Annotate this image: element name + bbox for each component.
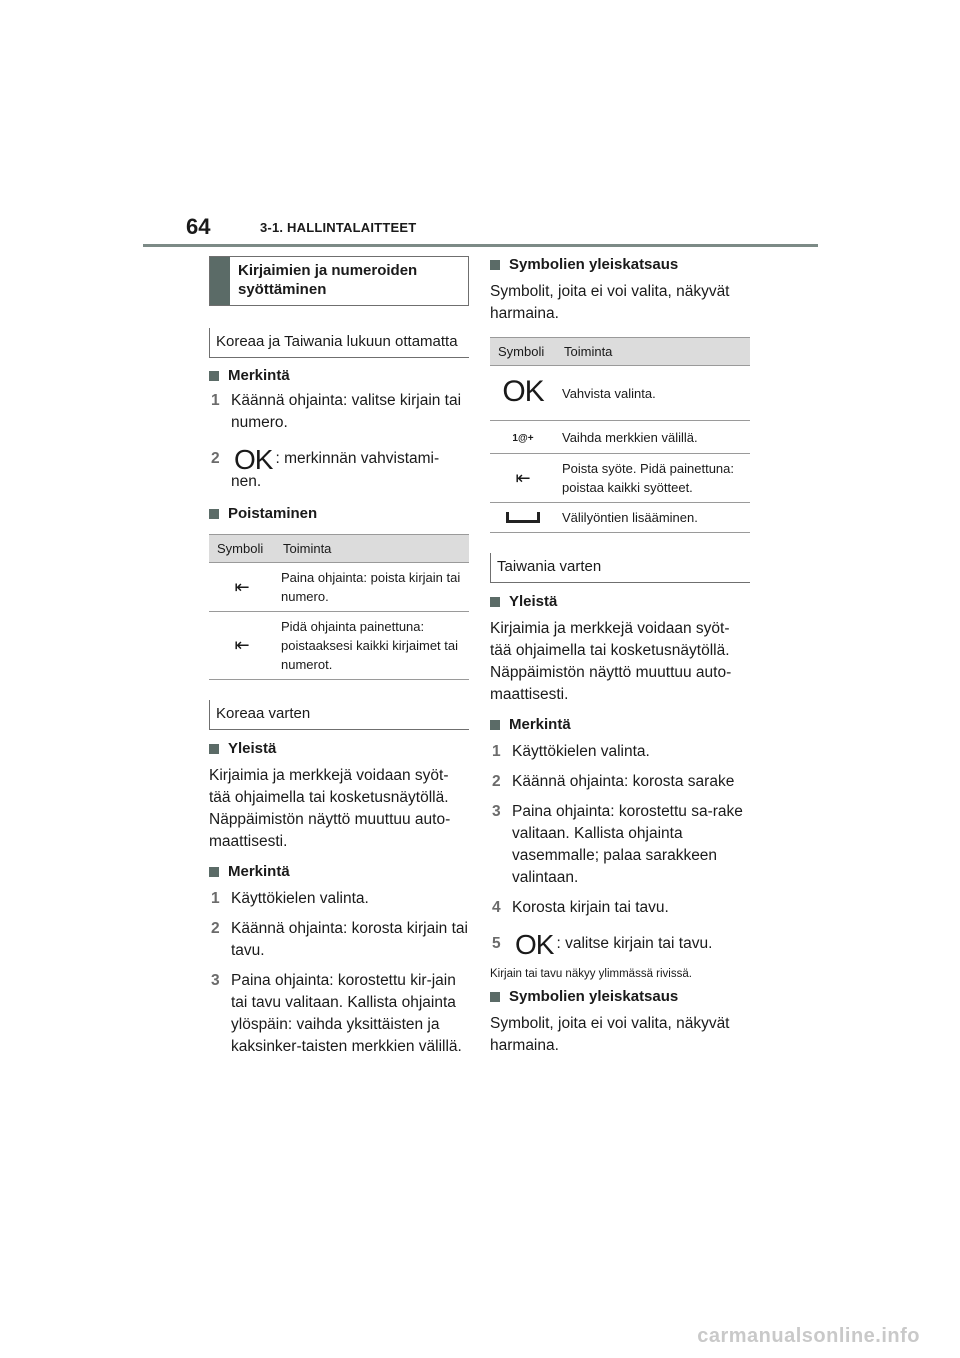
symbolien-text: Symbolit, joita ei voi valita, näkyvät harmaina. [490,283,730,322]
yleista-heading: Yleistä [209,740,469,757]
table-row: ⇤ Poista syöte. Pidä painettuna: poistaa kaikki syötteet. [490,454,750,503]
step-item: 1 Käännä ohjainta: valitse kirjain tai numero. [211,392,462,431]
step-item: 1 Käyttökielen valinta. [492,743,650,760]
symbolien-text-2: Symbolit, joita ei voi valita, näkyvät harmaina. [490,1015,730,1054]
symbolien-heading-2: Symbolien yleiskatsaus [490,988,750,1005]
footer-watermark: carmanualsonline.info [697,1325,920,1347]
table-row: ⇤ Paina ohjainta: poista kirjain tai numero. [209,563,469,612]
poistaminen-heading: Poistaminen [209,505,469,522]
step-item: 2 Käännä ohjainta: korosta kirjain tai tavu. [211,920,468,959]
step-item: 5 OK : valitse kirjain tai tavu. [492,929,713,960]
backspace-icon: ⇤ [234,635,250,655]
table-row: Välilyöntien lisääminen. [490,503,750,533]
table-row: OK Vahvista valinta. [490,366,750,421]
ok-icon: OK [502,374,544,408]
step-item: 4 Korosta kirjain tai tavu. [492,899,669,916]
step-item: 2 Käännä ohjainta: korosta sarake [492,773,735,790]
delete-symbol-table [209,534,469,680]
page-number: 64 [186,214,211,239]
table-header-row [490,338,750,366]
square-bullet-icon [209,509,219,519]
header-divider [143,244,818,247]
square-bullet-icon [490,260,500,270]
taiwan-box: Taiwania varten [490,553,750,583]
step-item: 3 Paina ohjainta: korostettu sa-rake valitaan. Kallista ohjainta vasemmalle; palaa sarakkeen valintaan. [492,803,743,886]
korea-box: Koreaa varten [209,700,469,730]
backspace-icon: ⇤ [515,467,531,488]
left-column [209,256,469,1058]
right-column [490,256,750,1057]
merkinta-heading: Merkintä [209,367,469,384]
table-row: ⇤ Pidä ohjainta painettuna: poistaaksesi kaikki kirjaimet tai numerot. [209,612,469,680]
yleista-text: Kirjaimia ja merkkejä voidaan syöt-tää ohjaimella tai kosketusnäytöllä. Näppäimistön näyttö muuttuu auto-maattisesti. [209,767,451,850]
backspace-icon: ⇤ [234,576,250,597]
step-item: 2 OK : merkinnän vahvistami-nen. [211,444,440,490]
space-icon [506,512,540,523]
note-text: Kirjain tai tavu näkyy ylimmässä rivissä. [490,968,692,980]
chapter-title: 3-1. HALLINTALAITTEET [260,220,417,235]
section-title: Kirjaimien ja numeroiden syöttäminen [238,262,418,298]
symbolien-heading: Symbolien yleiskatsaus [490,256,750,273]
table-header-function: Toiminta [275,535,469,563]
title-accent-bar [210,257,230,305]
ok-icon: OK [515,929,554,960]
yleista-heading: Yleistä [490,593,750,610]
merkinta-heading-2: Merkintä [209,863,469,880]
table-header-symbol: Symboli [490,338,556,366]
square-bullet-icon [490,720,500,730]
step-item: 3 Paina ohjainta: korostettu kir-jain tai tavu valitaan. Kallista ohjainta ylöspäin: vaihda yksittäisten ja kaksinker-taisten merkkien välillä. [211,972,462,1055]
square-bullet-icon [209,371,219,381]
yleista-text: Kirjaimia ja merkkejä voidaan syöt-tää ohjaimella tai kosketusnäytöllä. Näppäimistön näyttö muuttuu auto-maattisesti. [490,620,732,703]
switch-characters-icon: 1@+ [512,433,534,444]
step-item: 1 Käyttökielen valinta. [211,890,369,907]
square-bullet-icon [209,867,219,877]
square-bullet-icon [490,597,500,607]
square-bullet-icon [209,744,219,754]
ok-icon: OK [234,444,273,475]
symbol-overview-table [490,337,750,533]
section-title-box [209,256,469,306]
table-header-function: Toiminta [556,338,750,366]
excluding-korea-taiwan-box: Koreaa ja Taiwania lukuun ottamatta [209,328,469,358]
table-row: 1@+ Vaihda merkkien välillä. [490,421,750,454]
table-header-row [209,535,469,563]
table-header-symbol: Symboli [209,535,275,563]
merkinta-heading: Merkintä [490,716,750,733]
square-bullet-icon [490,992,500,1002]
